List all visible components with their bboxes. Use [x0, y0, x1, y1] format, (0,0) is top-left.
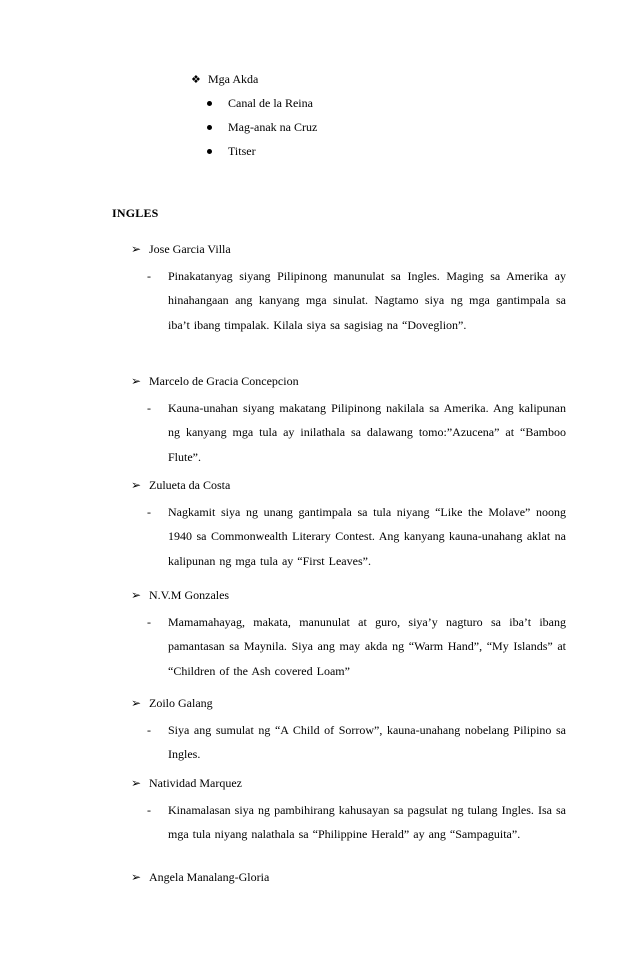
author-name-row [131, 870, 566, 888]
arrow-bullet-icon: ➢ [131, 776, 142, 790]
dash-bullet: - [147, 401, 151, 415]
author-description-text: Nagkamit siya ng unang gantimpala sa tula niyang “Like the Molave” noong 1940 sa Commonwealth Literary Contest. Ang kanyang kauna-unahang aklat na kalipunan ng mga tula ay “First Leaves”. [168, 505, 566, 568]
author-name-row [131, 588, 566, 606]
author-name-row [131, 776, 566, 794]
author-entry [131, 242, 566, 337]
dash-bullet: - [147, 269, 151, 283]
arrow-bullet-icon: ➢ [131, 242, 142, 256]
diamond-bullet-icon: ❖ [191, 74, 201, 86]
author-description-text: Siya ang sumulat ng “A Child of Sorrow”, kauna-unahang nobelang Pilipino sa Ingles. [168, 723, 566, 762]
arrow-bullet-icon: ➢ [131, 374, 142, 388]
author-name: Natividad Marquez [149, 776, 242, 790]
dash-bullet: - [147, 615, 151, 629]
dash-bullet: - [147, 803, 151, 817]
arrow-bullet-icon: ➢ [131, 696, 142, 710]
akda-item-text: Canal de la Reina [228, 96, 313, 110]
author-name: Angela Manalang-Gloria [149, 870, 270, 884]
author-name: Zulueta da Costa [149, 478, 231, 492]
author-description-text: Kinamalasan siya ng pambihirang kahusayan sa pagsulat ng tulang Ingles. Isa sa mga tula niyang nalathala sa “Philippine Herald” ay ang “Sampaguita”. [168, 803, 566, 842]
akda-item [207, 120, 317, 144]
author-name-row [131, 696, 566, 714]
author-entry [131, 870, 566, 888]
author-entry [131, 588, 566, 683]
akda-heading-text: Mga Akda [208, 72, 259, 86]
author-name: Jose Garcia Villa [149, 242, 231, 256]
bullet-dot-icon [207, 125, 212, 130]
author-entry [131, 374, 566, 469]
author-name: Marcelo de Gracia Concepcion [149, 374, 299, 388]
bullet-dot-icon [207, 101, 212, 106]
akda-item [207, 144, 317, 168]
author-description [131, 798, 566, 847]
arrow-bullet-icon: ➢ [131, 588, 142, 602]
author-name: Zoilo Galang [149, 696, 213, 710]
author-name-row [131, 478, 566, 496]
akda-heading [191, 72, 258, 87]
author-description [131, 718, 566, 767]
akda-list [207, 96, 317, 168]
author-description-text: Mamamahayag, makata, manunulat at guro, siya’y nagturo sa iba’t ibang pamantasan sa Maynila. Siya ang may akda ng “Warm Hand”, “My Islands” at “Children of the Ash covered Loam” [168, 615, 566, 678]
dash-bullet: - [147, 723, 151, 737]
author-description [131, 396, 566, 469]
author-entry [131, 478, 566, 573]
author-entry [131, 776, 566, 847]
author-name-row [131, 242, 566, 260]
author-description [131, 610, 566, 683]
author-name: N.V.M Gonzales [149, 588, 230, 602]
author-description-text: Kauna-unahan siyang makatang Pilipinong nakilala sa Amerika. Ang kalipunan ng kanyang mga tula ay inilathala sa dalawang tomo:”Azucena” at “Bamboo Flute”. [168, 401, 566, 464]
dash-bullet: - [147, 505, 151, 519]
author-description-text: Pinakatanyag siyang Pilipinong manunulat sa Ingles. Maging sa Amerika ay hinahangaan ang kanyang mga sinulat. Nagtamo siya ng mga gantimpala sa iba’t ibang timpalak. Kilala siya sa sagisiag na “Doveglion”. [168, 269, 566, 332]
arrow-bullet-icon: ➢ [131, 870, 142, 884]
author-description [131, 264, 566, 337]
author-description [131, 500, 566, 573]
author-name-row [131, 374, 566, 392]
akda-item [207, 96, 317, 120]
bullet-dot-icon [207, 149, 212, 154]
author-entry [131, 696, 566, 767]
arrow-bullet-icon: ➢ [131, 478, 142, 492]
section-title: INGLES [112, 206, 159, 220]
akda-item-text: Titser [228, 144, 256, 158]
akda-item-text: Mag-anak na Cruz [228, 120, 318, 134]
